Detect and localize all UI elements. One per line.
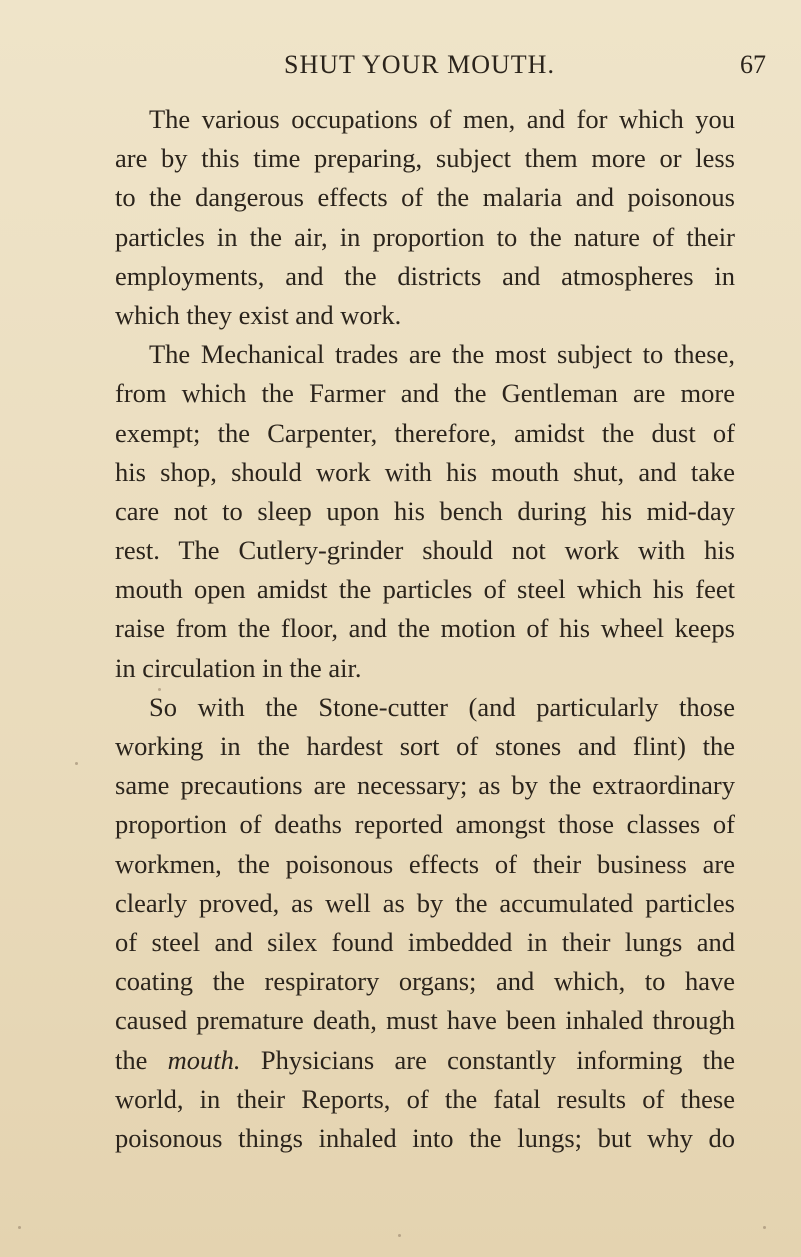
text-line: of steel and silex found imbedded in their lungs and (115, 926, 735, 957)
paper-speck (18, 1226, 21, 1229)
text-line: his shop, should work with his mouth shut, and take (115, 456, 735, 487)
text-line: The various occupations of men, and for which you (149, 104, 735, 134)
text-line: to the dangerous effects of the malaria and poisonous (115, 182, 735, 213)
text-line: from which the Farmer and the Gentleman are more (115, 378, 735, 409)
text-line: So with the Stone-cutter (and particularly those (149, 691, 735, 722)
text-line: which they exist and work. (115, 299, 402, 330)
text-line: particles in the air, in proportion to the nature of their (115, 221, 735, 252)
page-header (0, 50, 801, 90)
text-line: same precautions are necessary; as by the extraordinary (115, 770, 735, 801)
body-text (115, 100, 735, 1158)
text-line: workmen, the poisonous effects of their business are (115, 848, 735, 879)
text-line: are by this time preparing, subject them more or less (115, 143, 735, 174)
text-line: rest. The Cutlery-grinder should not work with his (115, 535, 735, 566)
running-head: SHUT YOUR MOUTH. (284, 50, 555, 79)
page-number: 67 (740, 50, 766, 79)
text-line: mouth open amidst the particles of steel which his feet (115, 574, 735, 605)
text-line: employments, and the districts and atmospheres in (115, 260, 735, 291)
paper-speck (398, 1234, 401, 1237)
text-line: caused premature death, must have been inhaled through (115, 1005, 735, 1036)
text-line: The Mechanical trades are the most subject to these, (149, 339, 735, 370)
text-line-with-italic (115, 1041, 735, 1080)
text-run: the (115, 1044, 168, 1075)
text-line: working in the hardest sort of stones and flint) the (115, 731, 735, 761)
text-line: poisonous things inhaled into the lungs; but why do (115, 1122, 735, 1153)
text-line: care not to sleep upon his bench during his mid-day (115, 495, 735, 526)
text-run: Physicians are constantly informing the (240, 1044, 736, 1075)
italic-emphasis: mouth. (167, 1044, 241, 1075)
paper-speck (75, 762, 78, 765)
text-line: in circulation in the air. (115, 652, 362, 683)
paper-speck (763, 1226, 766, 1229)
text-line: clearly proved, as well as by the accumulated particles (115, 887, 735, 918)
text-line: world, in their Reports, of the fatal results of these (115, 1083, 735, 1114)
text-line: proportion of deaths reported amongst those classes of (115, 809, 735, 840)
text-line: coating the respiratory organs; and which, to have (115, 966, 735, 997)
text-line: exempt; the Carpenter, therefore, amidst the dust of (115, 417, 735, 448)
text-line: raise from the floor, and the motion of his wheel keeps (115, 613, 735, 644)
paper-speck (158, 688, 161, 691)
